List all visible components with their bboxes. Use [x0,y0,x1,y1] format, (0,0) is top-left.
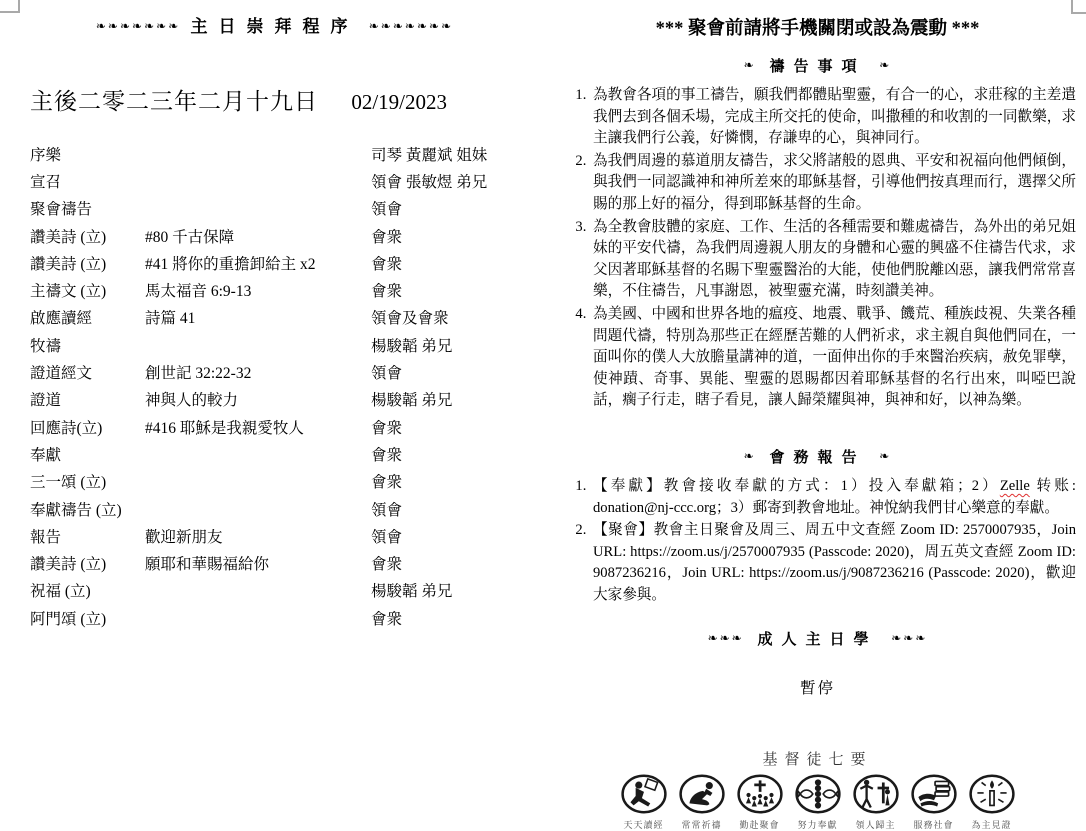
announcements-heading-text: 會務報告 [769,449,866,466]
program-row [30,386,519,413]
essential-attend-meetings [733,774,786,831]
program-item: 序樂 [30,146,62,164]
ornament-icon: ❧❧❧❧❧❧❧ [368,19,454,33]
program-row [30,276,519,303]
date-numeric: 02/19/2023 [351,90,447,114]
essential-read-bible [617,774,670,831]
program-item: 報告 [30,528,62,546]
program-role: 楊駿韜 弟兄 [371,337,453,355]
ornament-icon: ❧ [879,448,892,463]
ornament-icon: ❧ [743,58,756,72]
program-role: 會衆 [371,556,403,574]
page-title-row [30,12,519,37]
program-item: 啟應讀經 [30,310,93,328]
program-row [30,413,519,440]
program-role: 會衆 [371,228,403,246]
program-item: 聚會禱告 [30,201,93,219]
prayer-list [559,85,1076,412]
candle-witness-icon [968,774,1016,816]
text-boundary-mark-left [0,0,20,13]
program-row [30,495,519,522]
prayer-item: 2. 為我們周邊的慕道朋友禱告，求父將諸般的恩典、平安和祝福向他們傾倒，與我們一同認識神和神所差來的耶穌基督，引導他們按真理而行，選擇父所賜的那上好的福分，得到耶穌基督的生命。 [590,151,1076,216]
church-gathering-icon [736,774,784,816]
program-detail: 歡迎新朋友 [145,528,223,546]
essential-caption: 常常祈禱 [681,820,722,831]
prayer-item: 3. 為全教會肢體的家庭、工作、生活的各種需要和難處禱告，為外出的弟兄姐妹的平安代禱，為我們周邊親人朋友的身體和心靈的興盛不住禱告代求，求父因著耶穌基督的名賜下聖靈醫治的大能，使他們脫離凶惡，讓我們常常喜樂，不住禱告，凡事謝恩，被聖靈充滿，時刻讚美神。 [590,217,1076,303]
essential-caption: 天天讀經 [623,820,664,831]
program-row [30,304,519,331]
essential-caption: 努力奉獻 [797,820,838,831]
program-row [30,440,519,467]
ornament-icon: ❧ [879,58,892,72]
worship-program-column [0,0,543,777]
program-row [30,468,519,495]
program-role: 會衆 [371,283,403,301]
program-role: 楊駿韜 弟兄 [371,583,453,601]
essential-serve-society [907,774,960,831]
lead-to-christ-icon [852,774,900,816]
program-detail: 創世記 32:22-32 [145,365,252,383]
seven-essentials [559,748,1076,831]
program-detail [145,331,371,358]
program-item: 讚美詩 (立) [30,556,107,574]
program-role: 會衆 [371,474,403,492]
program-table [30,140,519,631]
page-title: 主日崇拜程序 [190,17,359,36]
essential-pray [675,774,728,831]
program-item: 奉獻 [30,446,62,464]
program-detail [145,495,371,522]
essential-caption: 服務社會 [913,820,954,831]
program-role: 會衆 [371,610,403,628]
program-detail [145,577,371,604]
program-row [30,140,519,167]
program-role: 領會 [371,365,403,383]
program-role: 楊駿韜 弟兄 [371,392,453,410]
program-row [30,195,519,222]
program-role: 領會 [371,201,403,219]
program-detail [145,604,371,631]
ornament-icon: ❧❧❧ [891,631,928,646]
essential-lead-to-christ [849,774,902,831]
program-item: 阿門頌 (立) [30,610,107,628]
prayer-item: 4. 為美國、中國和世界各地的瘟疫、地震、戰爭、饑荒、種族歧視、失業各種問題代禱，特別為那些正在經歷苦難的人們祈求，求主親自與他們同在，一面叫你的僕人大放膽量講神的道，一面伸出你的手來醫治疾病，赦免罪孽，使神蹟、奇事、異能、聖靈的恩賜都因着耶穌基督的名行出來，叫啞巴說話，瘸子行走，瞎子看見，讓人歸榮耀與神，與神和好，以神為樂。 [590,304,1076,412]
sunday-school-heading [559,628,1076,649]
program-row [30,522,519,549]
essential-caption: 領人歸主 [855,820,896,831]
announcement-item: 2. 【聚會】教會主日聚會及周三、周五中文查經 Zoom ID: 2570007935，Join URL: https://zoom.us/j/2570007935 (Passcode: 2020)，周五英文查經 Zoom ID: 9087236216，Join URL: https://zoom.us/j/9087236216 (Passcode: 2020)，歡迎大家參與。 [590,520,1076,606]
essential-witness [965,774,1018,831]
program-detail [145,468,371,495]
program-row [30,358,519,385]
program-item: 三一頌 (立) [30,474,107,492]
program-item: 證道經文 [30,365,93,383]
spellcheck-underlined-word: Zelle [999,477,1030,494]
program-detail: 神與人的較力 [145,392,239,410]
program-detail: 願耶和華賜福給你 [145,556,270,574]
program-item: 主禱文 (立) [30,283,107,301]
program-row [30,249,519,276]
announcements-list [559,476,1076,607]
program-role: 領會 張敏煜 弟兄 [371,173,488,191]
program-row [30,222,519,249]
program-detail: 馬太福音 6:9-13 [145,283,252,301]
ornament-icon: ❧❧❧❧❧❧❧ [95,19,181,33]
serving-hands-icon [910,774,958,816]
date-chinese: 主後二零二三年二月十九日 [30,89,318,114]
program-row [30,167,519,194]
program-item: 牧禱 [30,337,62,355]
program-role: 領會 [371,501,403,519]
program-item: 祝福 (立) [30,583,91,601]
program-row [30,577,519,604]
loaves-fishes-icon [794,774,842,816]
text-boundary-mark-right [1071,0,1086,14]
program-detail [145,140,371,167]
program-item: 回應詩(立) [30,419,103,437]
praying-icon [678,774,726,816]
program-row [30,549,519,576]
prayer-item: 1. 為教會各項的事工禱告，願我們都體貼聖靈，有合一的心，求莊稼的主差遣我們去到各個禾場，完成主所交托的使命，叫撒種的和收割的一同歡樂，求主讓我們行公義，好憐憫，存謙卑的心，與神同行。 [590,85,1076,150]
reading-bible-icon [620,774,668,816]
prayer-heading-text: 禱告事項 [769,59,866,75]
seven-essentials-title: 基督徒七要 [762,752,873,769]
phone-notice: *** 聚會前請將手機關閉或設為震動 *** [655,19,980,39]
essential-caption: 勤赴聚會 [739,820,780,831]
announcements-section [559,446,1076,607]
ornament-icon: ❧❧❧ [707,631,744,646]
program-detail [145,167,371,194]
date-row [30,83,519,116]
program-detail [145,440,371,467]
program-detail: #41 將你的重擔卸給主 x2 [145,255,316,273]
sunday-school-status: 暫停 [799,680,835,698]
program-item: 宣召 [30,173,62,191]
essential-offering [791,774,844,831]
announcement-text-pre: 【奉獻】教會接收奉獻的方式：1）投入奉獻箱；2） [593,477,1000,494]
announcement-text-post: 转账: donation@nj-ccc.org；3）郵寄到教會地址。神悅納我們甘心樂意的奉獻。 [593,477,1076,516]
program-detail: 詩篇 41 [145,310,196,328]
announcement-item [590,476,1076,519]
seven-essentials-icons-row [559,774,1076,831]
program-role: 領會及會衆 [371,310,449,328]
prayer-section-heading [559,55,1076,76]
program-role: 司琴 黃麗斌 姐妹 [371,146,488,164]
program-item: 讚美詩 (立) [30,228,107,246]
program-detail: #80 千古保障 [145,228,235,246]
program-item: 讚美詩 (立) [30,255,107,273]
program-row [30,331,519,358]
program-item: 奉獻禱告 (立) [30,501,122,519]
ornament-icon: ❧ [743,448,756,463]
program-role: 會衆 [371,419,403,437]
program-role: 會衆 [371,446,403,464]
program-item: 證道 [30,392,62,410]
sunday-school-heading-text: 成人主日學 [757,632,878,649]
program-detail: #416 耶穌是我親愛牧人 [145,419,304,437]
program-row [30,604,519,631]
program-role: 會衆 [371,255,403,273]
program-detail [145,195,371,222]
program-role: 領會 [371,528,403,546]
essential-caption: 為主見證 [971,820,1012,831]
announcements-section-heading [559,446,1076,467]
announcements-column [543,0,1086,831]
